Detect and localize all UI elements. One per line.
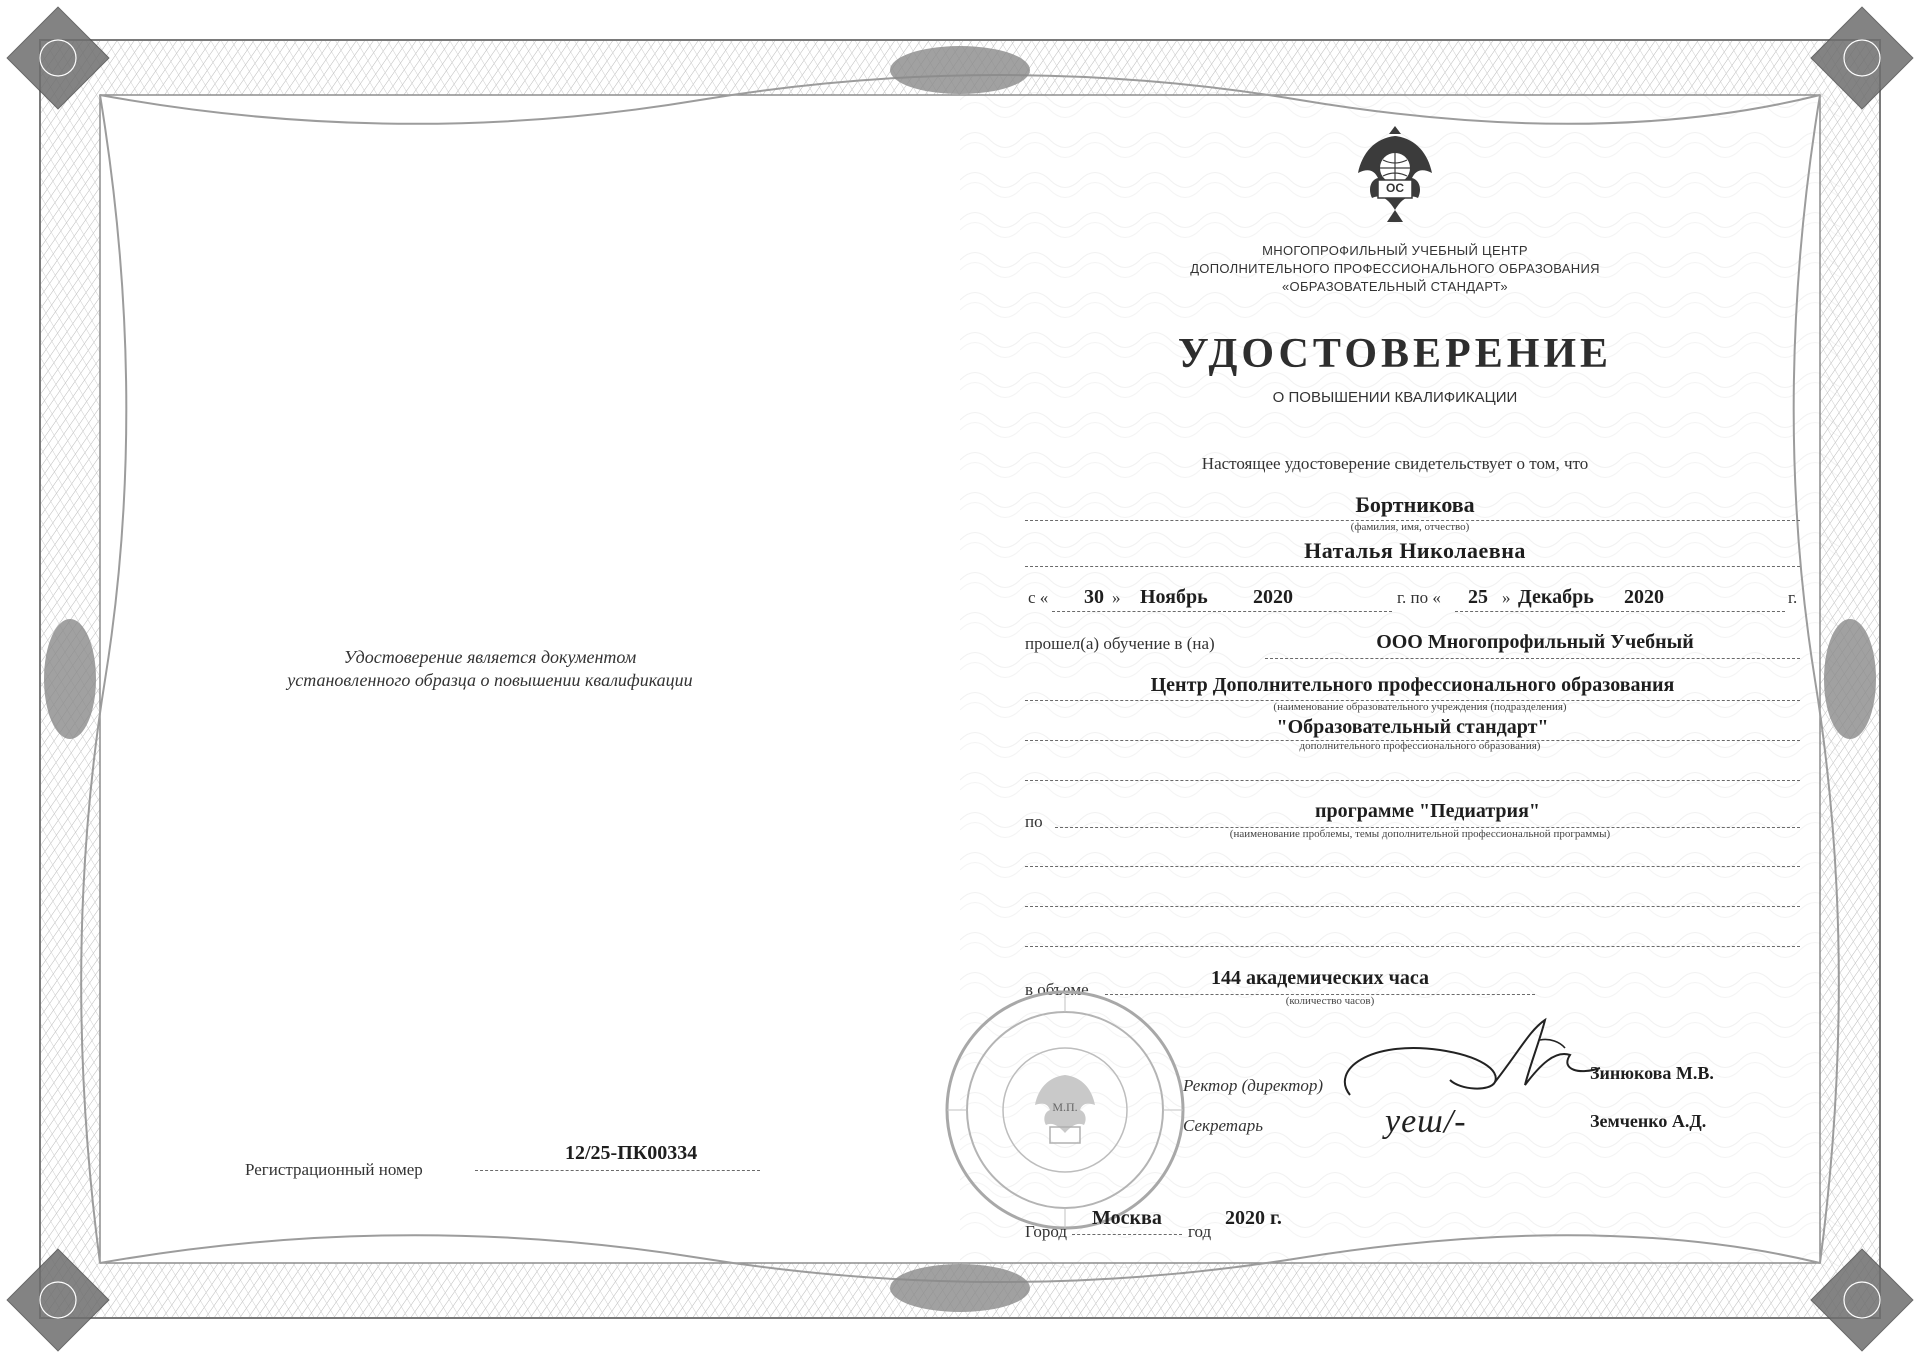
period-mid: г. по « (1397, 588, 1441, 607)
program-value: программе "Педиатрия" (1314, 800, 1540, 822)
seal-emblem-icon (1350, 118, 1440, 230)
blank-line-4 (1025, 946, 1800, 947)
blank-line-3 (1025, 906, 1800, 907)
seal-monogram: ОС (1386, 181, 1404, 195)
rector-signature-icon (1330, 1010, 1610, 1120)
blank-line-2 (1025, 866, 1800, 867)
stamp-label: М.П. (1052, 1100, 1078, 1114)
left-note-line1: Удостоверение является документом (343, 647, 637, 667)
reg-number-label: Регистрационный номер (245, 1160, 423, 1179)
reg-number-value: 12/25-ПК00334 (565, 1142, 698, 1164)
year-value: 2020 г. (1225, 1207, 1282, 1229)
city-label: Город (1025, 1222, 1067, 1241)
city-underline (1072, 1234, 1182, 1235)
institution-line2: Центр Дополнительного профессионального образования (1150, 674, 1675, 696)
period-to-close: » (1502, 588, 1511, 607)
institution-caption: (наименование образовательного учреждения (подразделения) (1273, 701, 1567, 713)
secretary-name: Земченко А.Д. (1590, 1111, 1707, 1131)
period-to-year: 2020 (1624, 586, 1664, 608)
certificate-subtitle: О ПОВЫШЕНИИ КВАЛИФИКАЦИИ (1272, 389, 1518, 406)
period-from-prefix: с « (1028, 588, 1049, 607)
period-to-month: Декабрь (1518, 586, 1594, 608)
trained-label: прошел(а) обучение в (на) (1025, 634, 1215, 653)
program-caption: (наименование проблемы, темы дополнительной профессиональной программы) (1229, 828, 1611, 840)
period-to-underline (1455, 611, 1785, 612)
left-note-line2: установленного образца о повышении квалификации (287, 670, 693, 690)
period-from-year: 2020 (1253, 586, 1293, 608)
secretary-signature: yeш/- (1385, 1103, 1467, 1140)
institution-line1: ООО Многопрофильный Учебный (1376, 631, 1694, 653)
org-name-line3: «ОБРАЗОВАТЕЛЬНЫЙ СТАНДАРТ» (1282, 279, 1508, 294)
period-from-month: Ноябрь (1140, 586, 1208, 608)
volume-value: 144 академических часа (1210, 967, 1430, 989)
surname-value: Бортникова (1355, 492, 1475, 517)
city-value: Москва (1092, 1207, 1162, 1229)
blank-line-1 (1025, 780, 1800, 781)
secretary-label: Секретарь (1183, 1116, 1263, 1135)
program-label: по (1025, 812, 1043, 831)
period-from-close: » (1112, 588, 1121, 607)
org-name-line2: ДОПОЛНИТЕЛЬНОГО ПРОФЕССИОНАЛЬНОГО ОБРАЗОВАНИЯ (1190, 261, 1600, 276)
rector-label: Ректор (директор) (1183, 1076, 1324, 1095)
period-to-day: 25 (1468, 586, 1488, 608)
org-name-line1: МНОГОПРОФИЛЬНЫЙ УЧЕБНЫЙ ЦЕНТР (1262, 243, 1528, 258)
institution-line3: "Образовательный стандарт" (1276, 716, 1549, 738)
rector-name: Зинюкова М.В. (1590, 1063, 1714, 1083)
period-suffix: г. (1788, 588, 1798, 607)
period-from-day: 30 (1084, 586, 1104, 608)
period-from-underline (1052, 611, 1392, 612)
given-names-value: Наталья Николаевна (1304, 538, 1526, 563)
volume-caption: (количество часов) (1285, 995, 1375, 1007)
institution-caption2: дополнительного профессионального образования) (1299, 740, 1541, 752)
volume-label: в объеме (1025, 980, 1089, 999)
name-caption: (фамилия, имя, отчество) (1350, 521, 1470, 533)
institution-line3-underline (1025, 740, 1800, 741)
institution-line1-underline (1265, 658, 1800, 659)
reg-number-underline (475, 1170, 760, 1171)
certificate-title: УДОСТОВЕРЕНИЕ (1177, 331, 1613, 377)
year-label: год (1188, 1222, 1212, 1241)
intro-text: Настоящее удостоверение свидетельствует о том, что (1201, 454, 1589, 473)
given-names-underline (1025, 566, 1800, 567)
